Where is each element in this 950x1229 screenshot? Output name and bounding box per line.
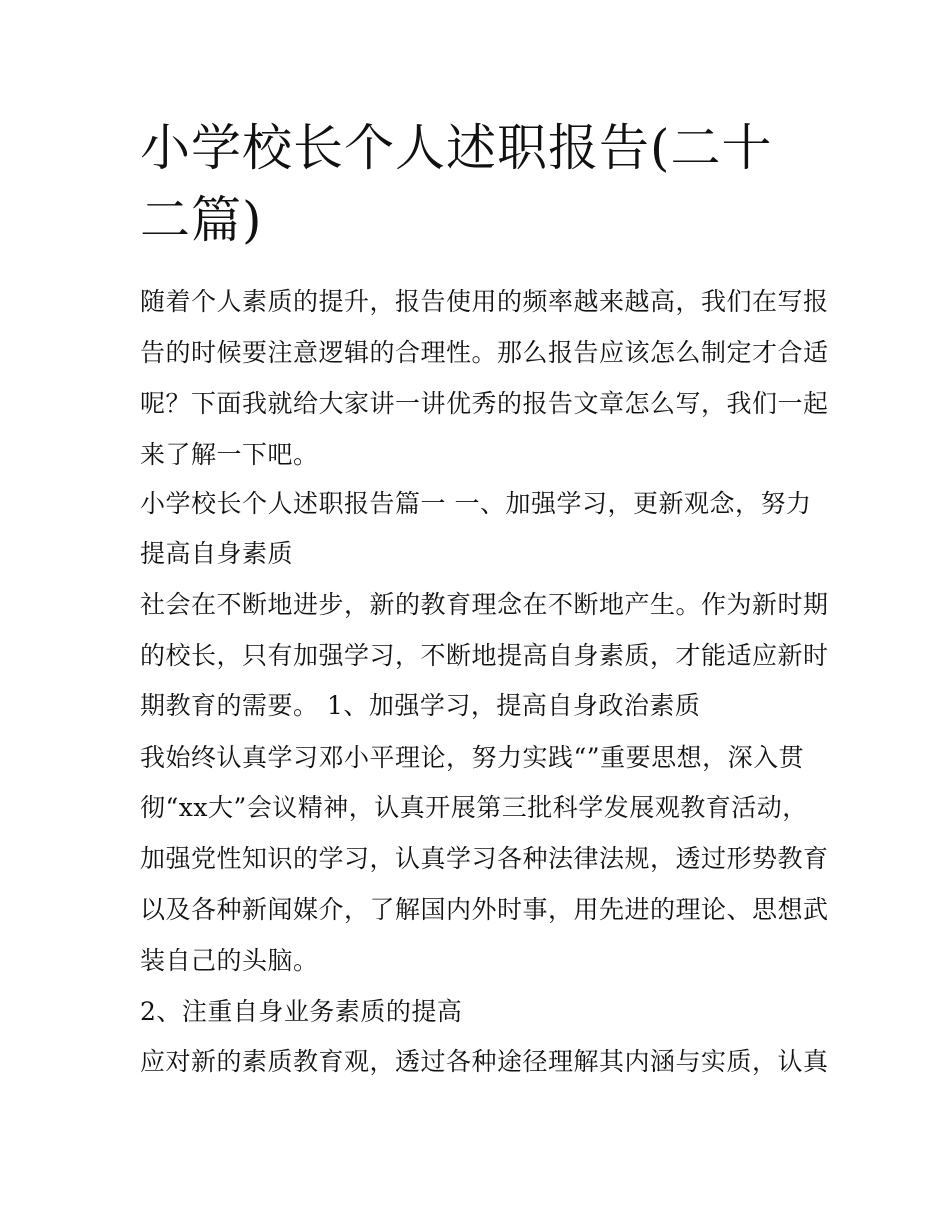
paragraph-line: 呢？下面我就给大家讲一讲优秀的报告文章怎么写，我们一起 xyxy=(140,389,829,418)
subheading-line: 2、注重自身业务素质的提高 xyxy=(140,997,463,1026)
paragraph-line: 来了解一下吧。 xyxy=(140,440,319,469)
paragraph-line: 应对新的素质教育观，透过各种途径理解其内涵与实质，认真 xyxy=(140,1047,829,1076)
paragraph-line: 社会在不断地进步，新的教育理念在不断地产生。作为新时期 xyxy=(140,590,829,619)
paragraph-line: 告的时候要注意逻辑的合理性。那么报告应该怎么制定才合适 xyxy=(140,338,829,367)
paragraph-line: 的校长，只有加强学习，不断地提高自身素质，才能适应新时 xyxy=(140,641,829,670)
paragraph-line: 随着个人素质的提升，报告使用的频率越来越高，我们在写报 xyxy=(140,287,829,316)
section-heading-line: 提高自身素质 xyxy=(140,539,294,568)
section-heading-line: 小学校长个人述职报告篇一 一、加强学习，更新观念，努力 xyxy=(140,489,812,518)
paragraph-line: 装自己的头脑。 xyxy=(140,946,319,975)
paragraph-line: 以及各种新闻媒介，了解国内外时事，用先进的理论、思想武 xyxy=(140,895,829,924)
paragraph-line: 期教育的需要。 1、加强学习，提高自身政治素质 xyxy=(140,691,701,720)
document-title: 小学校长个人述职报告(二十二篇) xyxy=(140,119,773,249)
paragraph-line: 我始终认真学习邓小平理论，努力实践“”重要思想，深入贯 xyxy=(140,743,805,772)
paragraph-line: 加强党性知识的学习，认真学习各种法律法规，透过形势教育 xyxy=(140,844,829,873)
paragraph-line: 彻“xx大”会议精神，认真开展第三批科学发展观教育活动， xyxy=(140,793,808,822)
